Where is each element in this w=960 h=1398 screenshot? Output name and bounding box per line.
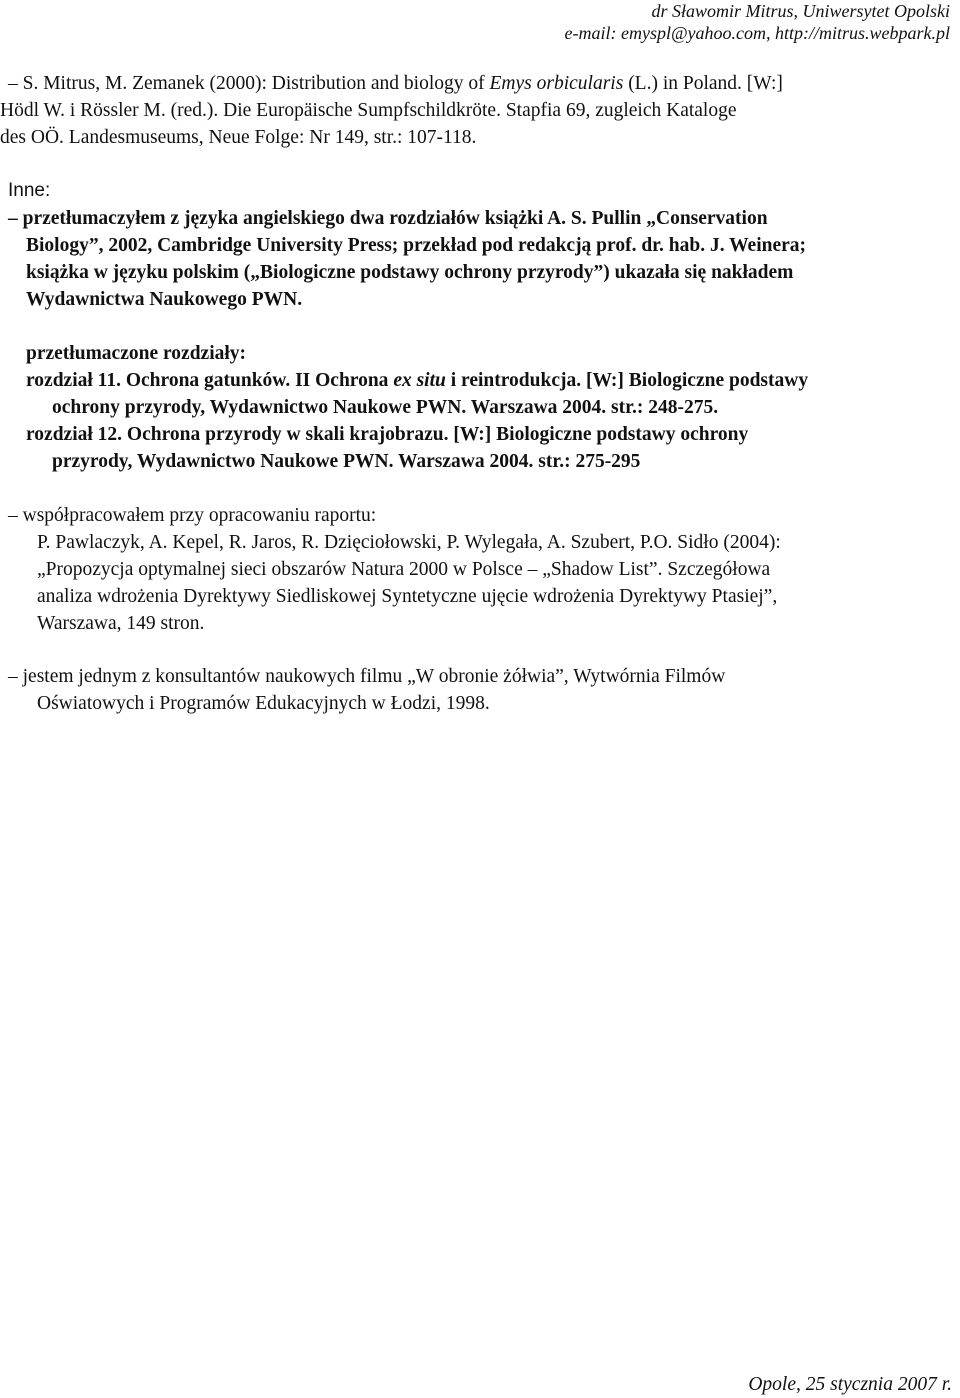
- report-line-3: „Propozycja optymalnej sieci obszarów Natura 2000 w Polsce – „Shadow List”. Szczegółowa: [37, 559, 771, 580]
- place-date: Opole, 25 stycznia 2007 r.: [748, 1374, 952, 1395]
- publication-species: Emys orbicularis: [489, 73, 624, 94]
- report-line-1: – współpracowałem przy opracowaniu raportu:: [8, 505, 377, 526]
- report-line-5: Warszawa, 149 stron.: [37, 613, 205, 634]
- chapter-11-italic: ex situ: [393, 370, 446, 391]
- chapter-11-text-b: i reintrodukcja. [W:] Biologiczne podstawy: [445, 370, 809, 391]
- chapter-11-line-1: [26, 368, 808, 394]
- translation-line-1: – przetłumaczyłem z języka angielskiego dwa rozdziałów książki A. S. Pullin „Conservation: [8, 208, 768, 229]
- report-line-4: analiza wdrożenia Dyrektywy Siedliskowej Syntetyczne ujęcie wdrożenia Dyrektywy Ptasiej”,: [37, 586, 778, 607]
- header-author: dr Sławomir Mitrus, Uniwersytet Opolski: [651, 1, 950, 21]
- chapter-12-line-2: przyrody, Wydawnictwo Naukowe PWN. Warszawa 2004. str.: 275-295: [52, 451, 641, 472]
- publication-line-3: des OÖ. Landesmuseums, Neue Folge: Nr 149, str.: 107-118.: [0, 127, 477, 148]
- other-heading: Inne:: [8, 180, 51, 201]
- chapters-heading: przetłumaczone rozdziały:: [26, 343, 247, 364]
- header-contact: e-mail: emyspl@yahoo.com, http://mitrus.webpark.pl: [564, 23, 950, 43]
- film-line-2: Oświatowych i Programów Edukacyjnych w Łodzi, 1998.: [37, 693, 490, 714]
- chapter-11-line-2: ochrony przyrody, Wydawnictwo Naukowe PWN. Warszawa 2004. str.: 248-275.: [52, 397, 719, 418]
- publication-text-a: – S. Mitrus, M. Zemanek (2000): Distribution and biology of: [8, 73, 490, 94]
- translation-line-3: książka w języku polskim („Biologiczne podstawy ochrony przyrody”) ukazała się nakładem: [26, 262, 794, 283]
- publication-line-2: Hödl W. i Rössler M. (red.). Die Europäische Sumpfschildkröte. Stapfia 69, zugleich Kataloge: [0, 100, 737, 121]
- page-header: [565, 0, 951, 44]
- translation-line-4: Wydawnictwa Naukowego PWN.: [26, 289, 303, 310]
- chapter-11-text-a: rozdział 11. Ochrona gatunków. II Ochrona: [26, 370, 394, 391]
- publication-text-b: (L.) in Poland. [W:]: [623, 73, 783, 94]
- chapter-12-line-1: rozdział 12. Ochrona przyrody w skali krajobrazu. [W:] Biologiczne podstawy ochrony: [26, 424, 749, 445]
- publication-line-1: [8, 71, 783, 97]
- report-line-2: P. Pawlaczyk, A. Kepel, R. Jaros, R. Dzięciołowski, P. Wylegała, A. Szubert, P.O. Sidło (2004):: [37, 532, 781, 553]
- film-line-1: – jestem jednym z konsultantów naukowych filmu „W obronie żółwia”, Wytwórnia Filmów: [8, 666, 726, 687]
- translation-line-2: Biology”, 2002, Cambridge University Press; przekład pod redakcją prof. dr. hab. J. Weinera;: [26, 235, 807, 256]
